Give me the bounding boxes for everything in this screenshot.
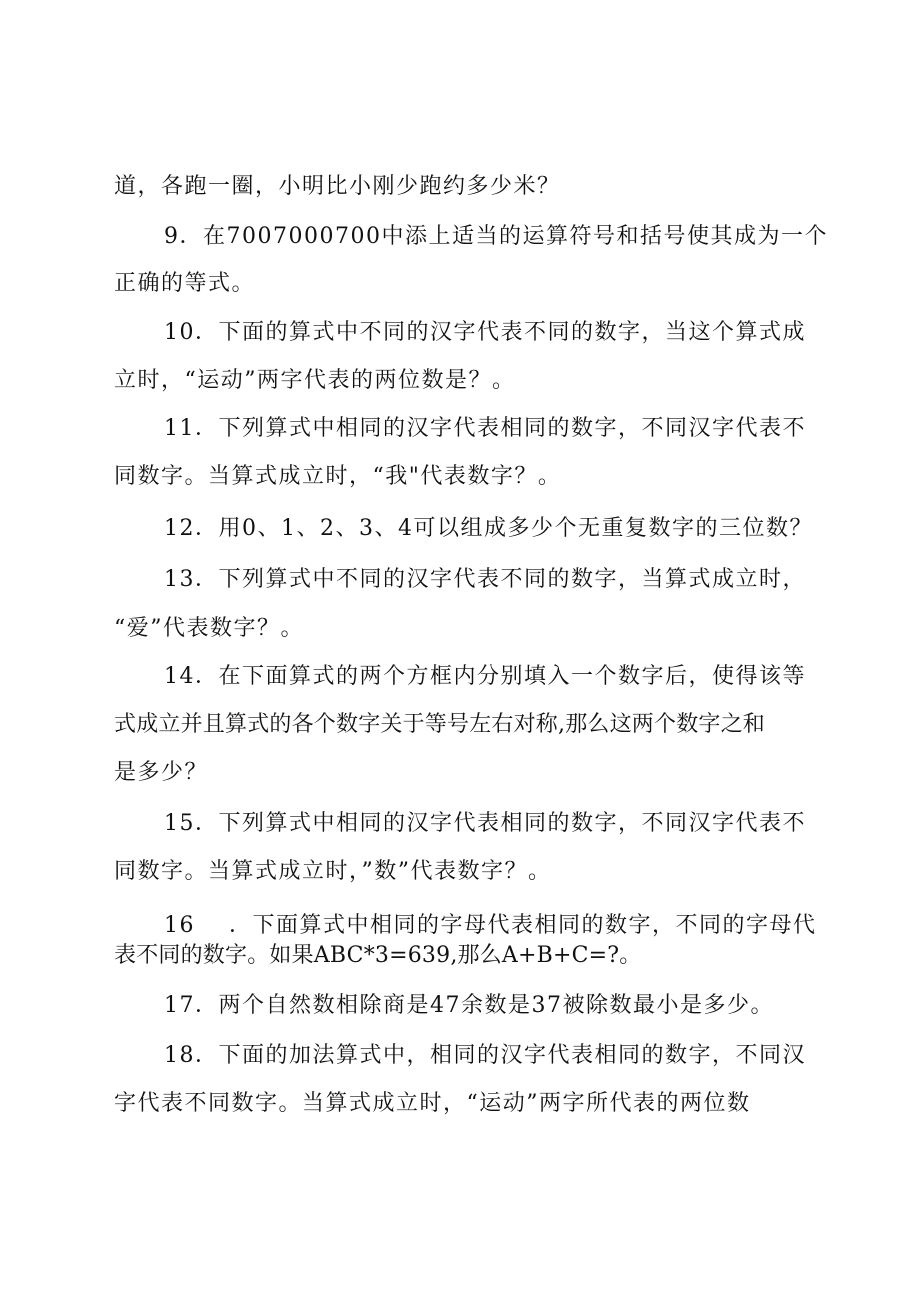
- question-12: 12．用0、1、2、3、4可以组成多少个无重复数字的三位数？: [164, 516, 813, 541]
- question-13: 13．下列算式中不同的汉字代表不同的数字，当算式成立时，: [164, 567, 806, 592]
- text-line: 表不同的数字。如果ABC*3=639,那么A+B+C=?。: [114, 943, 642, 968]
- text-line: 同数字。当算式成立时，”数”代表数字？。: [114, 859, 552, 884]
- question-14: 14．在下面算式的两个方框内分别填入一个数字后，使得该等: [164, 664, 806, 689]
- text-line: 立时，“运动”两字代表的两位数是？。: [114, 368, 516, 393]
- question-11: 11．下列算式中相同的汉字代表相同的数字，不同汉字代表不: [164, 416, 806, 441]
- text-line: 式成立并且算式的各个数字关于等号左右对称,那么这两个数字之和: [114, 712, 765, 737]
- question-18: 18．下面的加法算式中，相同的汉字代表相同的数字，不同汉: [164, 1043, 806, 1068]
- text-line: 道，各跑一圈，小明比小刚少跑约多少米？: [114, 174, 561, 199]
- question-10: 10．下面的算式中不同的汉字代表不同的数字，当这个算式成: [164, 320, 806, 345]
- text-line: 正确的等式。: [114, 271, 256, 296]
- text-line: 字代表不同数字。当算式成立时，“运动”两字所代表的两位数: [114, 1091, 751, 1116]
- question-16: 16 ．下面算式中相同的字母代表相同的数字，不同的字母代: [164, 913, 817, 938]
- question-15: 15．下列算式中相同的汉字代表相同的数字，不同汉字代表不: [164, 811, 806, 836]
- question-9: 9．在7007000700中添上适当的运算符号和括号使其成为一个: [164, 224, 828, 249]
- text-line: 同数字。当算式成立时，“我"代表数字？。: [114, 464, 562, 489]
- question-17: 17．两个自然数相除商是47余数是37被除数最小是多少。: [164, 993, 774, 1018]
- text-line: 是多少？: [114, 760, 209, 785]
- text-line: “爱”代表数字？。: [114, 616, 304, 641]
